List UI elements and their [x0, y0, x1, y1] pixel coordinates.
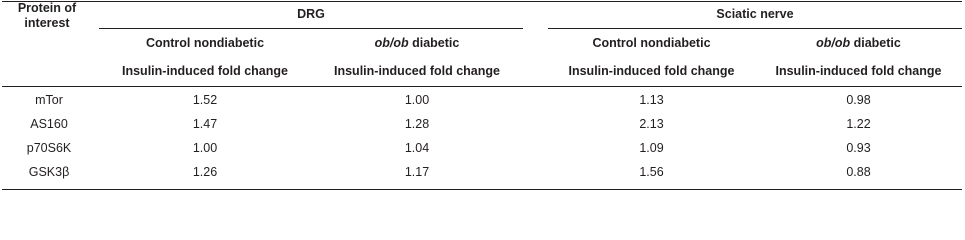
cell-sciatic-control: 1.09	[639, 141, 664, 155]
cell-drg-diabetic: 1.28	[404, 117, 430, 131]
cell-drg-diabetic: 1.17	[404, 165, 430, 179]
cell-sciatic-control: 2.13	[639, 117, 664, 131]
cell-drg-control: 1.47	[192, 117, 218, 131]
group-header-sciatic: Sciatic nerve	[716, 7, 794, 21]
sciatic-diabetic-rest: diabetic	[850, 36, 901, 50]
row-protein-mtor: mTor	[35, 93, 63, 107]
sciatic-diabetic-header	[755, 36, 962, 51]
cell-sciatic-control: 1.56	[639, 165, 664, 179]
cell-drg-diabetic: 1.04	[404, 141, 430, 155]
drg-control-header: Control nondiabetic	[145, 36, 265, 50]
row-protein-p70s6k: p70S6K	[26, 141, 72, 155]
cell-sciatic-diabetic: 0.88	[846, 165, 871, 179]
row-protein-gsk3b: GSK3β	[28, 165, 70, 179]
cell-drg-control: 1.26	[192, 165, 218, 179]
group-header-drg: DRG	[297, 7, 325, 21]
table-bottom-rule	[2, 189, 962, 190]
cell-drg-control: 1.52	[192, 93, 218, 107]
drg-group-rule	[99, 28, 523, 29]
drg-control-measure-header: Insulin-induced fold change	[122, 64, 288, 78]
drg-diabetic-header	[311, 36, 523, 51]
sciatic-group-rule	[548, 28, 962, 29]
cell-sciatic-diabetic: 1.22	[846, 117, 871, 131]
drg-diabetic-italic: ob/ob	[374, 36, 409, 50]
cell-drg-control: 1.00	[192, 141, 218, 155]
sciatic-control-measure-header: Insulin-induced fold change	[568, 64, 735, 78]
sciatic-control-header: Control nondiabetic	[592, 36, 711, 50]
cell-sciatic-diabetic: 0.98	[846, 93, 871, 107]
cell-drg-diabetic: 1.00	[404, 93, 430, 107]
cell-sciatic-diabetic: 0.93	[846, 141, 871, 155]
header-bottom-rule	[2, 86, 962, 87]
row-protein-as160: AS160	[30, 117, 68, 131]
sciatic-diabetic-italic: ob/ob	[816, 36, 851, 50]
protein-header-line1: Protein of	[17, 1, 77, 15]
table-top-rule	[2, 1, 962, 2]
cell-sciatic-control: 1.13	[639, 93, 664, 107]
sciatic-diabetic-measure-header: Insulin-induced fold change	[775, 64, 942, 78]
drg-diabetic-rest: diabetic	[408, 36, 460, 50]
drg-diabetic-measure-header: Insulin-induced fold change	[334, 64, 500, 78]
fold-change-table	[2, 1, 962, 192]
protein-column-header	[2, 1, 92, 31]
protein-header-line2: interest	[24, 16, 70, 30]
